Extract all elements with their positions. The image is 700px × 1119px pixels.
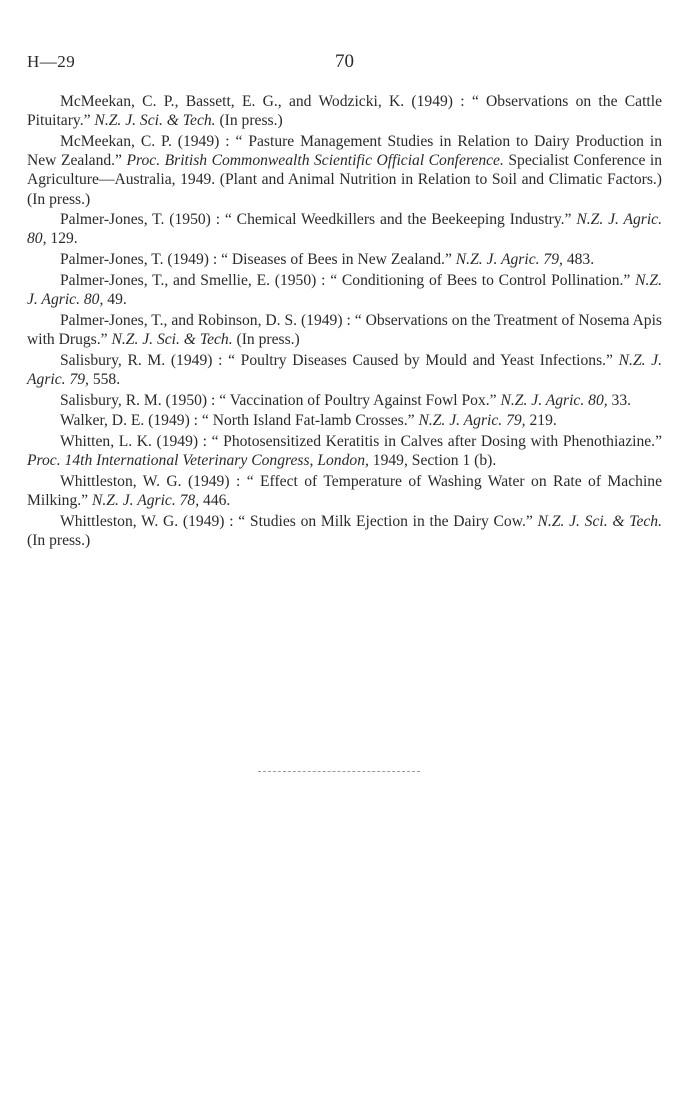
reference-list: [27, 92, 662, 550]
reference-text: 219.: [525, 412, 557, 430]
reference-text: McMeekan, C. P. (1949) : “ Pasture Management Studies in Relation to Dairy Production in New Zealand.”: [27, 132, 662, 170]
reference-text: 446.: [199, 492, 231, 510]
reference-text: 558.: [88, 370, 121, 388]
reference-entry: [27, 391, 662, 410]
reference-source: N.Z. J. Sci. & Tech.: [537, 512, 662, 530]
reference-text: (In press.): [215, 112, 283, 130]
reference-entry: [27, 411, 662, 430]
reference-text: (In press.): [27, 531, 91, 549]
reference-source: N.Z. J. Agric. 78,: [91, 492, 200, 510]
document-code: H—29: [27, 52, 76, 71]
reference-entry: [27, 250, 662, 269]
reference-text: Salisbury, R. M. (1950) : “ Vaccination of Poultry Against Fowl Pox.”: [60, 391, 501, 409]
reference-source: N.Z. J. Agric. 80,: [27, 271, 662, 309]
page-number: 70: [335, 51, 354, 72]
reference-source: N.Z. J. Agric. 80,: [500, 391, 608, 409]
reference-source: N.Z. J. Sci. & Tech.: [111, 330, 233, 348]
reference-text: Palmer-Jones, T., and Smellie, E. (1950) : “ Conditioning of Bees to Control Pollination.”: [60, 271, 636, 289]
reference-text: Walker, D. E. (1949) : “ North Island Fat-lamb Crosses.”: [60, 412, 419, 430]
reference-entry: [27, 271, 662, 309]
reference-entry: [27, 432, 662, 470]
reference-text: Palmer-Jones, T. (1950) : “ Chemical Weedkillers and the Beekeeping Industry.”: [60, 211, 577, 229]
reference-text: 129.: [46, 230, 78, 248]
reference-text: Palmer-Jones, T., and Robinson, D. S. (1949) : “ Observations on the Treatment of Nosema Apis with Drugs.”: [27, 311, 662, 348]
reference-text: Whitten, L. K. (1949) : “ Photosensitized Keratitis in Calves after Dosing with Phenothiazine.”: [60, 432, 662, 450]
reference-text: (In press.): [232, 330, 300, 348]
reference-entry: [27, 472, 662, 510]
reference-text: Salisbury, R. M. (1949) : “ Poultry Diseases Caused by Mould and Yeast Infections.”: [60, 351, 619, 369]
reference-text: 33.: [607, 391, 632, 409]
page: [27, 52, 662, 552]
reference-source: Proc. 14th International Veterinary Congress, London,: [27, 452, 369, 470]
reference-entry: [27, 132, 662, 209]
reference-entry: [27, 311, 662, 349]
reference-source: N.Z. J. Agric. 79,: [455, 251, 563, 269]
reference-source: N.Z. J. Agric. 79,: [418, 412, 526, 430]
reference-entry: [27, 92, 662, 130]
reference-text: Specialist Conference in Agriculture—Australia, 1949. (Plant and Animal Nutrition in Relation to Soil and Climatic Factors.) (In press.): [27, 152, 662, 208]
reference-entry: [27, 351, 662, 389]
reference-source: N.Z. J. Sci. & Tech.: [94, 112, 216, 130]
reference-source: Proc. British Commonwealth Scientific Official Conference.: [126, 152, 504, 170]
end-rule: [258, 771, 420, 772]
reference-text: Palmer-Jones, T. (1949) : “ Diseases of Bees in New Zealand.”: [60, 251, 456, 269]
page-header: [27, 52, 662, 78]
reference-text: Whittleston, W. G. (1949) : “ Effect of Temperature of Washing Water on Rate of Machine Milking.”: [27, 472, 662, 510]
reference-text: Whittleston, W. G. (1949) : “ Studies on Milk Ejection in the Dairy Cow.”: [60, 512, 538, 530]
reference-text: 49.: [103, 291, 127, 309]
reference-text: 483.: [562, 251, 595, 269]
reference-entry: [27, 512, 662, 550]
reference-source: N.Z. J. Agric. 80,: [27, 211, 663, 248]
reference-source: N.Z. J. Agric. 79,: [27, 351, 662, 388]
reference-entry: [27, 210, 662, 248]
reference-text: McMeekan, C. P., Bassett, E. G., and Wodzicki, K. (1949) : “ Observations on the Cattle Pituitary.”: [27, 93, 662, 130]
reference-text: 1949, Section 1 (b).: [368, 452, 497, 470]
